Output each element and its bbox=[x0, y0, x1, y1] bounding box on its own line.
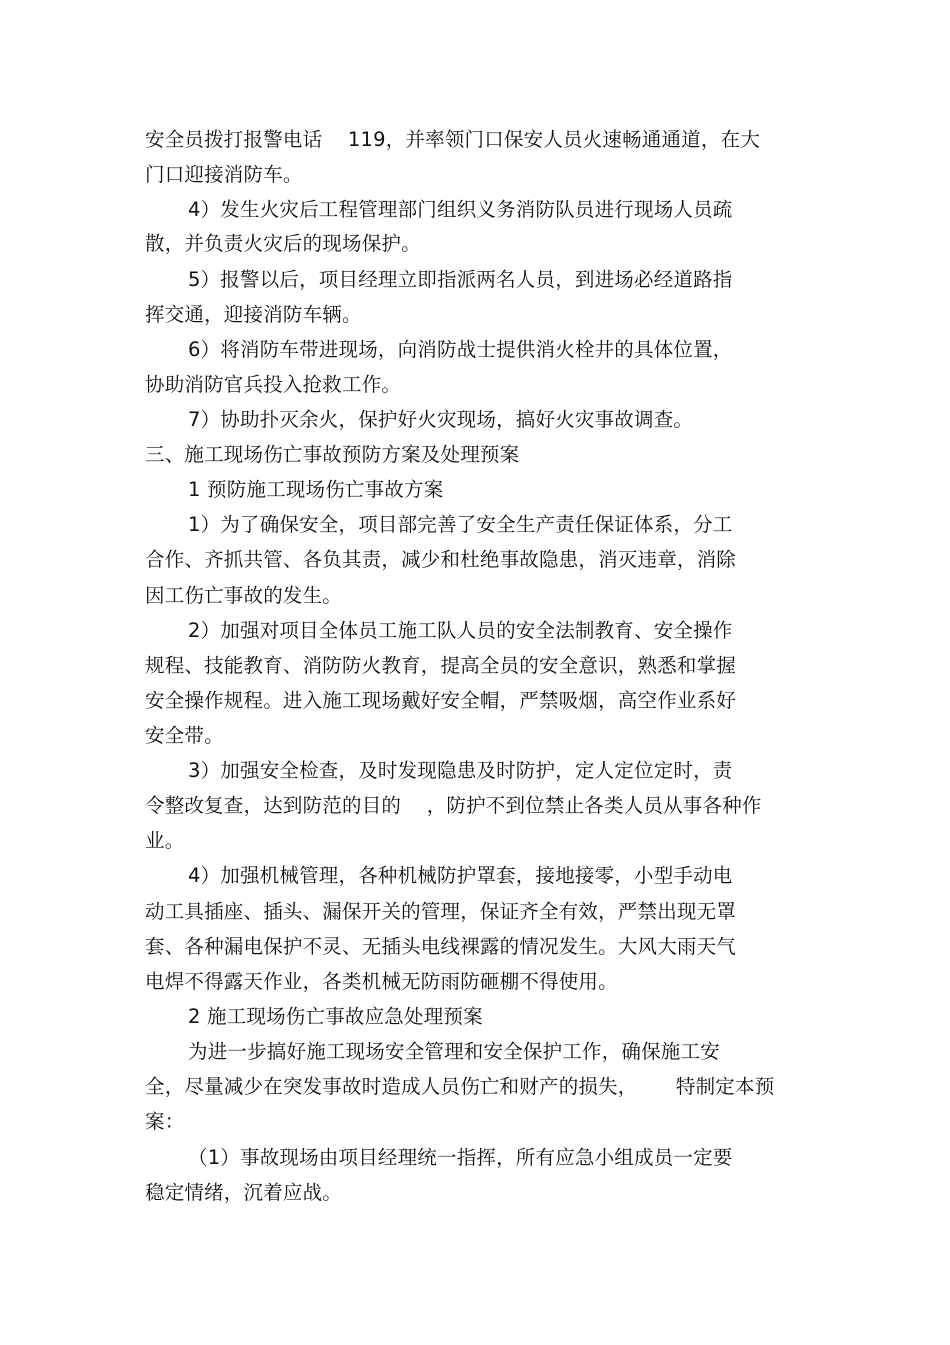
paragraph-line: 安全操作规程。进入施工现场戴好安全帽，严禁吸烟，高空作业系好 bbox=[145, 689, 737, 712]
paragraph-line: 门口迎接消防车。 bbox=[145, 163, 303, 186]
paragraph-line: 4）加强机械管理，各种机械防护罩套，接地接零，小型手动电 bbox=[188, 864, 733, 887]
paragraph-line: 安全员拨打报警电话 119，并率领门口保安人员火速畅通通道，在大 bbox=[145, 128, 761, 151]
paragraph-line: 令整改复查，达到防范的目的 ，防护不到位禁止各类人员从事各种作 bbox=[145, 794, 762, 817]
subsection-heading: 1 预防施工现场伤亡事故方案 bbox=[188, 478, 444, 501]
paragraph-line: 规程、技能教育、消防防火教育，提高全员的安全意识，熟悉和掌握 bbox=[145, 654, 737, 677]
paragraph-line: 稳定情绪，沉着应战。 bbox=[145, 1181, 343, 1204]
section-heading: 三、施工现场伤亡事故预防方案及处理预案 bbox=[145, 443, 520, 466]
paragraph-line: 7）协助扑灭余火，保护好火灾现场，搞好火灾事故调查。 bbox=[188, 408, 694, 431]
paragraph-line: 因工伤亡事故的发生。 bbox=[145, 584, 343, 607]
paragraph-line: 套、各种漏电保护不灵、无插头电线裸露的情况发生。大风大雨天气 bbox=[145, 935, 737, 958]
paragraph-line: 4）发生火灾后工程管理部门组织义务消防队员进行现场人员疏 bbox=[188, 198, 733, 221]
paragraph-line: 2）加强对项目全体员工施工队人员的安全法制教育、安全操作 bbox=[188, 619, 733, 642]
paragraph-line: 1）为了确保安全，项目部完善了安全生产责任保证体系，分工 bbox=[188, 513, 733, 536]
paragraph-line: 6）将消防车带进现场，向消防战士提供消火栓井的具体位置， bbox=[188, 338, 733, 361]
paragraph-line: 为进一步搞好施工现场安全管理和安全保护工作，确保施工安 bbox=[188, 1040, 720, 1063]
paragraph-line: 动工具插座、插头、漏保开关的管理，保证齐全有效，严禁出现无罩 bbox=[145, 900, 737, 923]
paragraph-line: 安全带。 bbox=[145, 724, 224, 747]
paragraph-line: 5）报警以后，项目经理立即指派两名人员，到进场必经道路指 bbox=[188, 268, 733, 291]
paragraph-line: （1）事故现场由项目经理统一指挥，所有应急小组成员一定要 bbox=[188, 1146, 733, 1169]
paragraph-line: 电焊不得露天作业，各类机械无防雨防砸棚不得使用。 bbox=[145, 970, 618, 993]
paragraph-line: 全，尽量减少在突发事故时造成人员伤亡和财产的损失， 特制定本预 bbox=[145, 1075, 775, 1098]
paragraph-line: 案： bbox=[145, 1110, 185, 1133]
paragraph-line: 业。 bbox=[145, 829, 185, 852]
paragraph-line: 合作、齐抓共管、各负其责，减少和杜绝事故隐患，消灭违章，消除 bbox=[145, 548, 737, 571]
paragraph-line: 散，并负责火灾后的现场保护。 bbox=[145, 232, 421, 255]
subsection-heading: 2 施工现场伤亡事故应急处理预案 bbox=[188, 1005, 483, 1028]
paragraph-line: 3）加强安全检查，及时发现隐患及时防护，定人定位定时，责 bbox=[188, 759, 733, 782]
paragraph-line: 挥交通，迎接消防车辆。 bbox=[145, 303, 362, 326]
paragraph-line: 协助消防官兵投入抢救工作。 bbox=[145, 373, 402, 396]
